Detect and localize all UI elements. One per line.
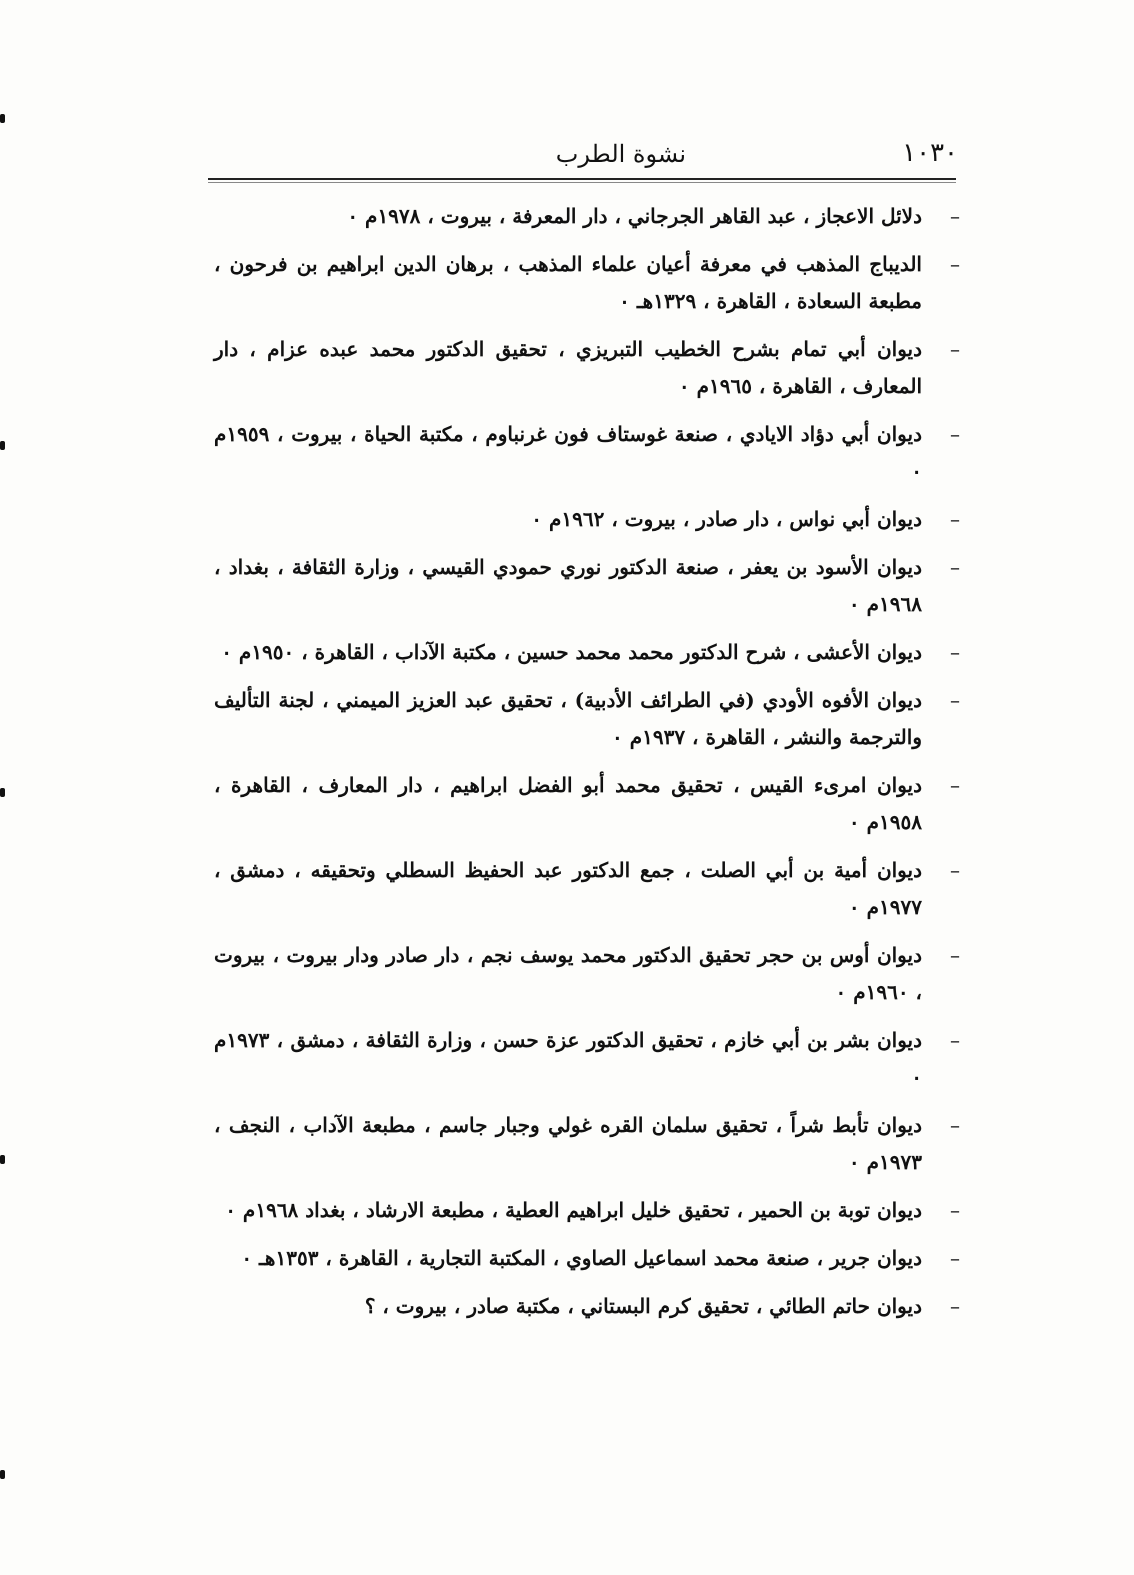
margin-mark (0, 114, 5, 123)
bibliography-list (214, 198, 960, 1336)
page-number: ١٠٣٠ (902, 138, 958, 168)
bibliography-entry: – ديوان الأعشى ، شرح الدكتور محمد محمد حسين ، مكتبة الآداب ، القاهرة ، ١٩٥٠م ٠ (214, 634, 960, 671)
bibliography-entry: – الديباج المذهب في معرفة أعيان علماء المذهب ، برهان الدين ابراهيم بن فرحون ، مطبعة السعادة ، القاهرة ، ١٣٢٩هـ ٠ (214, 246, 960, 320)
book-title: نشوة الطرب (555, 140, 686, 168)
header-rule (208, 178, 956, 180)
bibliography-entry: – ديوان تأبط شراً ، تحقيق سلمان القره غولي وجبار جاسم ، مطبعة الآداب ، النجف ، ١٩٧٣م ٠ (214, 1107, 960, 1181)
bibliography-entry: – ديوان توبة بن الحمير ، تحقيق خليل ابراهيم العطية ، مطبعة الارشاد ، بغداد ١٩٦٨م ٠ (214, 1192, 960, 1229)
bibliography-entry: – ديوان أوس بن حجر تحقيق الدكتور محمد يوسف نجم ، دار صادر ودار بيروت ، بيروت ، ١٩٦٠م ٠ (214, 937, 960, 1011)
margin-mark (0, 1470, 5, 1479)
bibliography-entry: – ديوان أمية بن أبي الصلت ، جمع الدكتور عبد الحفيظ السطلي وتحقيقه ، دمشق ، ١٩٧٧م ٠ (214, 852, 960, 926)
bibliography-entry: – ديوان جرير ، صنعة محمد اسماعيل الصاوي ، المكتبة التجارية ، القاهرة ، ١٣٥٣هـ ٠ (214, 1240, 960, 1277)
bibliography-entry: – ديوان الأسود بن يعفر ، صنعة الدكتور نوري حمودي القيسي ، وزارة الثقافة ، بغداد ، ١٩٦٨م ٠ (214, 549, 960, 623)
bibliography-entry: – ديوان بشر بن أبي خازم ، تحقيق الدكتور عزة حسن ، وزارة الثقافة ، دمشق ، ١٩٧٣م ٠ (214, 1022, 960, 1096)
bibliography-entry: – ديوان أبي تمام بشرح الخطيب التبريزي ، تحقيق الدكتور محمد عبده عزام ، دار المعارف ، القاهرة ، ١٩٦٥م ٠ (214, 331, 960, 405)
bibliography-entry: – ديوان أبي نواس ، دار صادر ، بيروت ، ١٩٦٢م ٠ (214, 501, 960, 538)
header-rule-thin (208, 182, 956, 183)
bibliography-entry: – ديوان أبي دؤاد الايادي ، صنعة غوستاف فون غرنباوم ، مكتبة الحياة ، بيروت ، ١٩٥٩م ٠ (214, 416, 960, 490)
bibliography-entry: – ديوان امرىء القيس ، تحقيق محمد أبو الفضل ابراهيم ، دار المعارف ، القاهرة ، ١٩٥٨م ٠ (214, 767, 960, 841)
bibliography-entry: – دلائل الاعجاز ، عبد القاهر الجرجاني ، دار المعرفة ، بيروت ، ١٩٧٨م ٠ (214, 198, 960, 235)
margin-mark (0, 788, 5, 797)
bibliography-entry: – ديوان حاتم الطائي ، تحقيق كرم البستاني ، مكتبة صادر ، بيروت ، ؟ (214, 1288, 960, 1325)
margin-mark (0, 1155, 5, 1164)
margin-mark (0, 441, 5, 450)
running-head (208, 138, 958, 178)
bibliography-entry: – ديوان الأفوه الأودي (في الطرائف الأدبية) ، تحقيق عبد العزيز الميمني ، لجنة التأليف والترجمة والنشر ، القاهرة ، ١٩٣٧م ٠ (214, 682, 960, 756)
